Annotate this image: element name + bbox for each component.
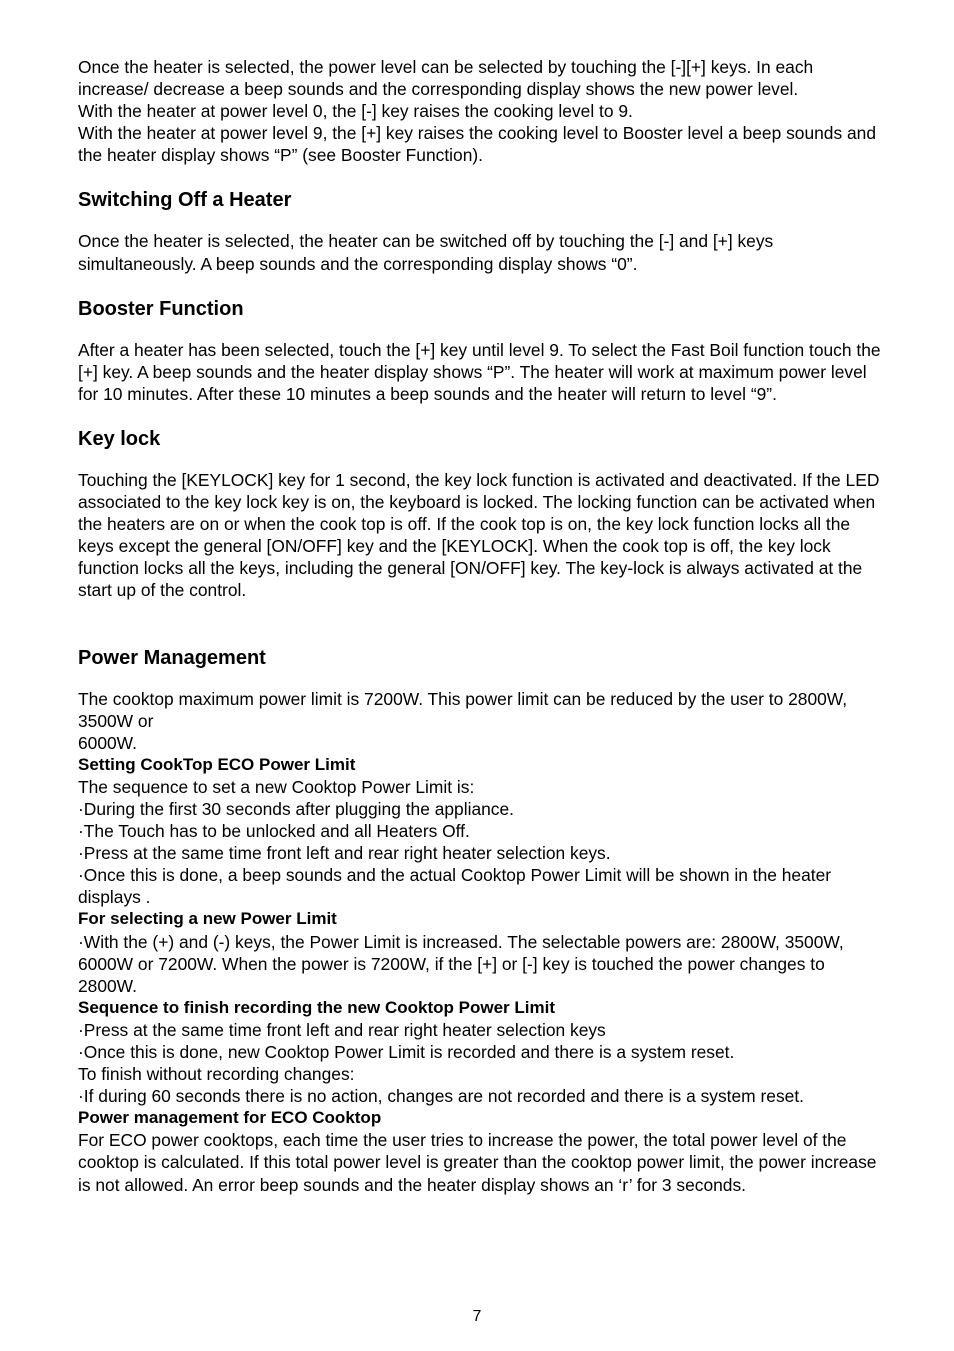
list-item: ·If during 60 seconds there is no action, changes are not recorded and there is a system reset. [78, 1086, 804, 1107]
power-management-section [78, 646, 882, 1196]
document-page [78, 56, 882, 1196]
switching-off-section [78, 188, 882, 274]
subheading: For selecting a new Power Limit [78, 909, 337, 929]
section-paragraph: To finish without recording changes: [78, 1064, 355, 1085]
booster-section [78, 297, 882, 405]
section-paragraph: 6000W. [78, 732, 137, 753]
section-heading: Key lock [78, 427, 161, 450]
intro-paragraph: With the heater at power level 9, the [+] key raises the cooking level to Booster level a beep sounds and the heater display shows “P” (see Booster Function). [78, 123, 877, 166]
list-item: ·With the (+) and (-) keys, the Power Limit is increased. The selectable powers are: 2800W, 3500W, 6000W or 7200W. When the power is 7200W, if the [+] or [-] key is touched the power changes to 2800W. [78, 931, 844, 996]
section-heading: Power Management [78, 646, 266, 669]
list-item: ·Once this is done, new Cooktop Power Limit is recorded and there is a system reset. [78, 1042, 735, 1062]
list-item: ·During the first 30 seconds after plugging the appliance. [78, 798, 514, 819]
section-heading: Booster Function [78, 297, 244, 320]
subheading: Sequence to finish recording the new Cooktop Power Limit [78, 997, 555, 1017]
section-paragraph: For ECO power cooktops, each time the user tries to increase the power, the total power level of the cooktop is calculated. If this total power level is greater than the cooktop power limit, the power increase is not allowed. An error beep sounds and the heater display shows an ‘r’ for 3 seconds. [78, 1130, 877, 1195]
key-lock-section [78, 427, 882, 602]
subheading: Power management for ECO Cooktop [78, 1108, 382, 1128]
list-item: ·Press at the same time front left and rear right heater selection keys. [78, 843, 611, 864]
section-paragraph: Once the heater is selected, the heater can be switched off by touching the [-] and [+] keys simultaneously. A beep sounds and the corresponding display shows “0”. [78, 231, 774, 274]
section-paragraph: The sequence to set a new Cooktop Power Limit is: [78, 776, 475, 797]
section-paragraph: Touching the [KEYLOCK] key for 1 second, the key lock function is activated and deactivated. If the LED associated to the key lock key is on, the keyboard is locked. The locking function can be activated when the heaters are on or when the cook top is off. If the cook top is on, the key lock function locks all the keys except the general [ON/OFF] key and the [KEYLOCK]. When the cook top is off, the key lock function locks all the keys, including the general [ON/OFF] key. The key-lock is always activated at the start up of the control. [78, 469, 880, 601]
list-item: ·Press at the same time front left and rear right heater selection keys [78, 1019, 606, 1040]
section-paragraph: The cooktop maximum power limit is 7200W. This power limit can be reduced by the user to 2800W, 3500W or [78, 688, 848, 731]
intro-paragraph: With the heater at power level 0, the [-] key raises the cooking level to 9. [78, 101, 633, 122]
list-item: ·The Touch has to be unlocked and all Heaters Off. [78, 821, 470, 842]
page-number: 7 [472, 1308, 482, 1325]
subheading: Setting CookTop ECO Power Limit [78, 754, 356, 774]
intro-paragraph: Once the heater is selected, the power level can be selected by touching the [-][+] keys. In each increase/ decrease a beep sounds and the corresponding display shows the new power level. [78, 57, 814, 100]
intro-section [78, 56, 882, 166]
section-heading: Switching Off a Heater [78, 189, 292, 212]
list-item: ·Once this is done, a beep sounds and the actual Cooktop Power Limit will be shown in the heater displays . [78, 865, 832, 908]
section-paragraph: After a heater has been selected, touch the [+] key until level 9. To select the Fast Boil function touch the [+] key. A beep sounds and the heater display shows “P”. The heater will work at maximum power level for 10 minutes. After these 10 minutes a beep sounds and the heater will return to level “9”. [78, 339, 881, 404]
